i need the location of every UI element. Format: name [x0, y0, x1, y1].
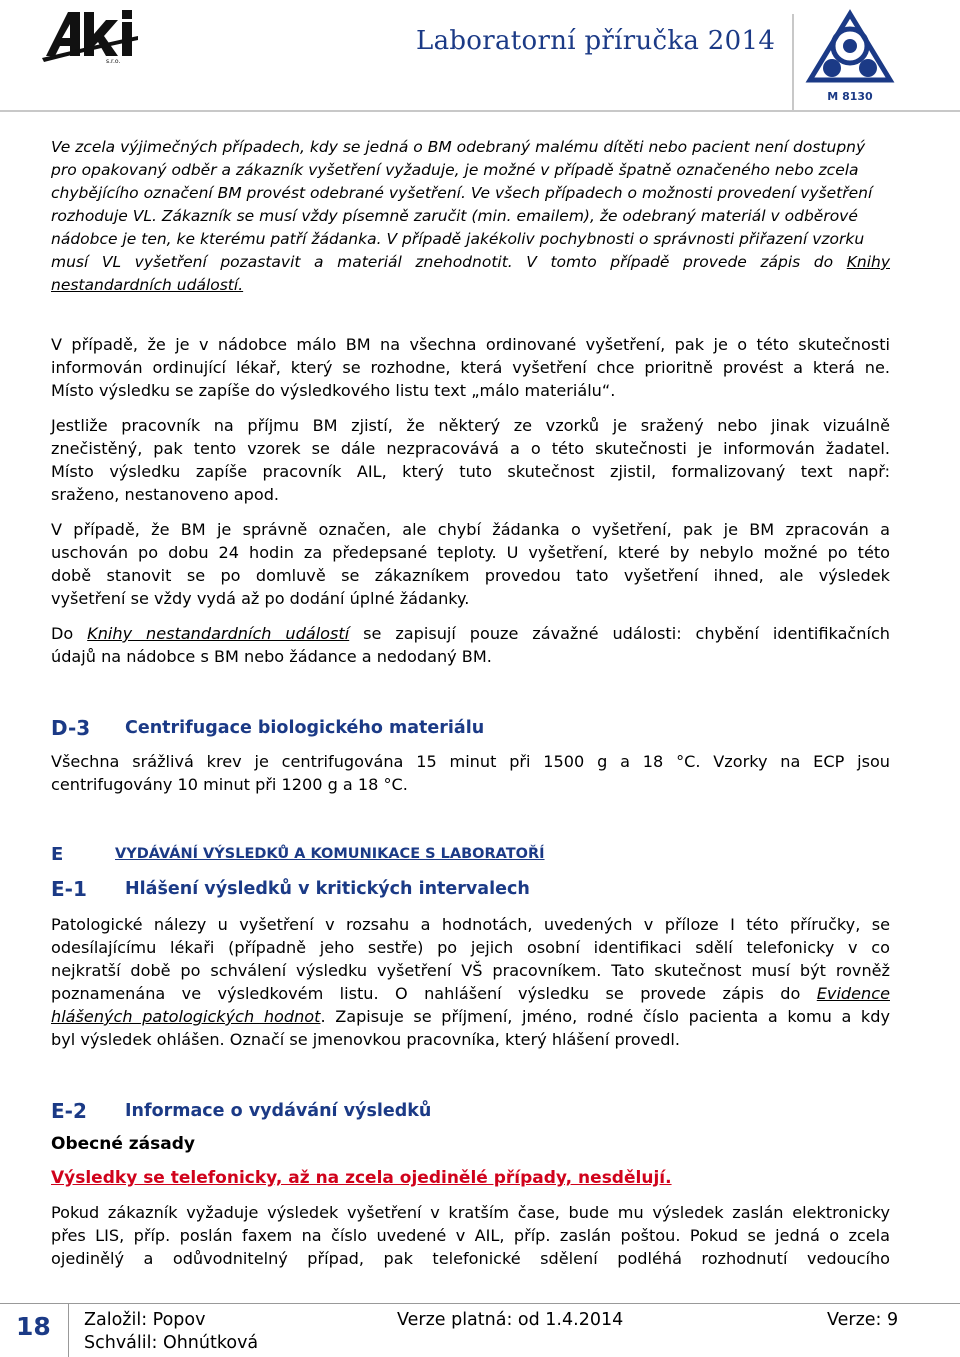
header-divider [792, 14, 794, 110]
accreditation-number: M 8130 [827, 90, 873, 103]
notice-line: nádobce je ten, ke kterému patří žádanka. V případě jakékoliv pochybnosti o správnosti přiřazení vzorku [51, 230, 865, 248]
section-e1-title: Hlášení výsledků v kritických intervalech [125, 879, 530, 899]
section-d3-body: Všechna srážlivá krev je centrifugována 15 minut při 1500 g a 18 °C. Vzorky na ECP jsou centrifugovány 10 minut při 1200 g a 18 °C. [51, 752, 890, 794]
aki-logo [40, 6, 140, 64]
page-title: Laboratorní příručka 2014 [416, 26, 776, 56]
section-e2-body: Pokud zákazník vyžaduje výsledek vyšetření v kratším čase, bude mu výsledek zaslán elektronicky přes LIS, příp. poslán faxem na číslo uvedené v AIL, příp. zaslán poštou. Pokud se jedná o zcela ojedinělý a odůvodnitelný případ, pak telefonické sdělení podléhá rozhodnutí vedoucího [51, 1203, 890, 1268]
notice-link[interactable]: nestandardních událostí. [51, 276, 244, 294]
section-e1-number: E-1 [51, 877, 87, 901]
section-e2-number: E-2 [51, 1099, 87, 1123]
event-log-link[interactable]: Knihy nestandardních událostí [87, 624, 350, 643]
notice-link[interactable]: Knihy [846, 253, 890, 271]
footer-valid-from: Verze platná: od 1.4.2014 [397, 1310, 624, 1330]
header-divider-line [0, 110, 960, 112]
evidence-link[interactable]: Evidence [816, 984, 890, 1003]
paragraph-clotted-sample: Jestliže pracovník na příjmu BM zjistí, že některý ze vzorků je sražený nebo jinak vizuálně znečistěný, pak tento vzorek se dále nezpracovává a o této skutečnosti je informován žadatel. Místo výsledku zapíše pracovník AIL, který tuto skutečnost zjistil, formalizovaný text např: sraženo, nestanoveno apod. [51, 416, 890, 504]
notice-line: pro opakovaný odběr a zákazník vyšetření vyžaduje, je možné v případě špatně označeného nebo zcela [51, 161, 859, 179]
aki-logo-sub: s.r.o. [106, 58, 121, 64]
section-d3-title: Centrifugace biologického materiálu [125, 718, 485, 738]
page-number: 18 [16, 1312, 51, 1341]
section-e-title: VYDÁVÁNÍ VÝSLEDKŮ A KOMUNIKACE S LABORATOŘÍ [115, 846, 545, 862]
section-e1-body: Patologické nálezy u vyšetření v rozsahu a hodnotách, uvedených v příloze I této příručky, se odesílajícímu lékaři (případně jeho sestře) po jejich osobní identifikaci sdělí telefonicky v co nejkratší době po schválení výsledku vyšetření VŠ pracovníkem. Tato skutečnost musí být rovněž poznamenána ve výsledkovém listu. O nahlášení výsledku se provede zápis do Evidence hlášených patologických hodnot. Zapisuje se příjmení, jméno, rodné číslo pacienta a komu a kdy byl výsledek ohlášen. Označí se jmenovkou pracovníka, který hlášení provedl. [51, 915, 890, 1049]
notice-line: rozhoduje VL. Zákazník se musí vždy písemně zaručit (min. emailem), že odebraný materiál v odběrové [51, 207, 858, 225]
notice-line [51, 274, 890, 297]
section-e2-subtitle: Obecné zásady [51, 1134, 195, 1154]
footer-divider-line [0, 1303, 960, 1304]
footer-approver: Schválil: Ohnútková [84, 1333, 259, 1353]
section-d3-number: D-3 [51, 716, 91, 740]
evidence-link[interactable]: hlášených patologických hodnot [51, 1007, 321, 1026]
footer-divider [68, 1303, 69, 1357]
notice-line: musí VL vyšetření pozastavit a materiál znehodnotit. V tomto případě provede zápis do Knihy [51, 253, 890, 271]
notice-line: chybějícího označení BM provést odebrané vyšetření. Ve všech případech o možnosti provedení vyšetření [51, 184, 873, 202]
notice-line: Ve zcela výjimečných případech, kdy se jedná o BM odebraný malému dítěti nebo pacient není dostupný [51, 138, 866, 156]
footer-author: Založil: Popov [84, 1310, 206, 1330]
section-e-number: E [51, 844, 64, 865]
accreditation-logo [804, 6, 896, 106]
warning-text: Výsledky se telefonicky, až na zcela ojedinělé případy, nesdělují. [51, 1168, 672, 1188]
paragraph-event-log: Do Knihy nestandardních událostí se zapisují pouze závažné události: chybění identifikačních údajů na nádobce s BM nebo žádance a nedodaný BM. [51, 624, 891, 666]
notice-paragraph [51, 136, 890, 297]
section-e2-title: Informace o vydávání výsledků [125, 1101, 432, 1121]
paragraph-missing-request: V případě, že BM je správně označen, ale chybí žádanka o vyšetření, pak je BM zpracován a uschován po dobu 24 hodin za předepsané teploty. U vyšetření, které by nebylo možné po této době stanovit se po domluvě se zákazníkem provedou tato vyšetření ihned, ale výsledek vyšetření se vždy vydá až po dodání úplné žádanky. [51, 520, 890, 608]
footer-version: Verze: 9 [827, 1310, 899, 1330]
paragraph-low-material: V případě, že je v nádobce málo BM na všechna ordinované vyšetření, pak je o této skutečnosti informován ordinující lékař, který se rozhodne, která vyšetření chce prioritně provést a která ne. Místo výsledku se zapíše do výsledkového listu text „málo materiálu“. [51, 335, 890, 400]
